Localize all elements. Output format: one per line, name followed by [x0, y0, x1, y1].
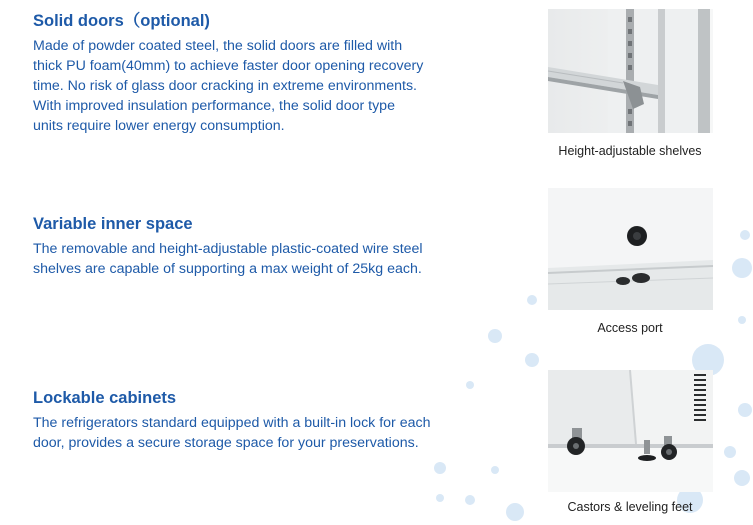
section-title: Variable inner space — [33, 215, 193, 233]
feature-lockable-cabinets — [33, 387, 493, 453]
description-line: time. No risk of glass door cracking in extreme environments. — [33, 78, 417, 94]
description-line: The refrigerators standard equipped with a built-in lock for each — [33, 415, 431, 431]
description-line: shelves are capable of supporting a max weight of 25kg each. — [33, 261, 422, 277]
section-title: Solid doors（optional) — [33, 12, 210, 30]
description-line: With improved insulation performance, the solid door type — [33, 98, 395, 114]
feature-variable-inner-space — [33, 213, 493, 279]
description-line: units require lower energy consumption. — [33, 118, 285, 134]
access-port-photo — [548, 188, 713, 310]
section-description — [33, 413, 493, 453]
photo-caption: Height-adjustable shelves — [558, 144, 702, 158]
description-line: The removable and height-adjustable plastic-coated wire steel — [33, 241, 423, 257]
description-line: Made of powder coated steel, the solid doors are filled with — [33, 38, 403, 54]
description-line: thick PU foam(40mm) to achieve faster door opening recovery — [33, 58, 424, 74]
section-description — [33, 36, 493, 136]
photo-caption: Access port — [597, 321, 663, 335]
photo-caption: Castors & leveling feet — [567, 500, 693, 514]
feature-solid-doors — [33, 10, 493, 136]
section-description — [33, 239, 493, 279]
description-line: door, provides a secure storage space for your preservations. — [33, 435, 419, 451]
castor-photo — [548, 370, 713, 492]
shelf-bracket-photo — [548, 9, 713, 133]
section-title: Lockable cabinets — [33, 389, 177, 407]
